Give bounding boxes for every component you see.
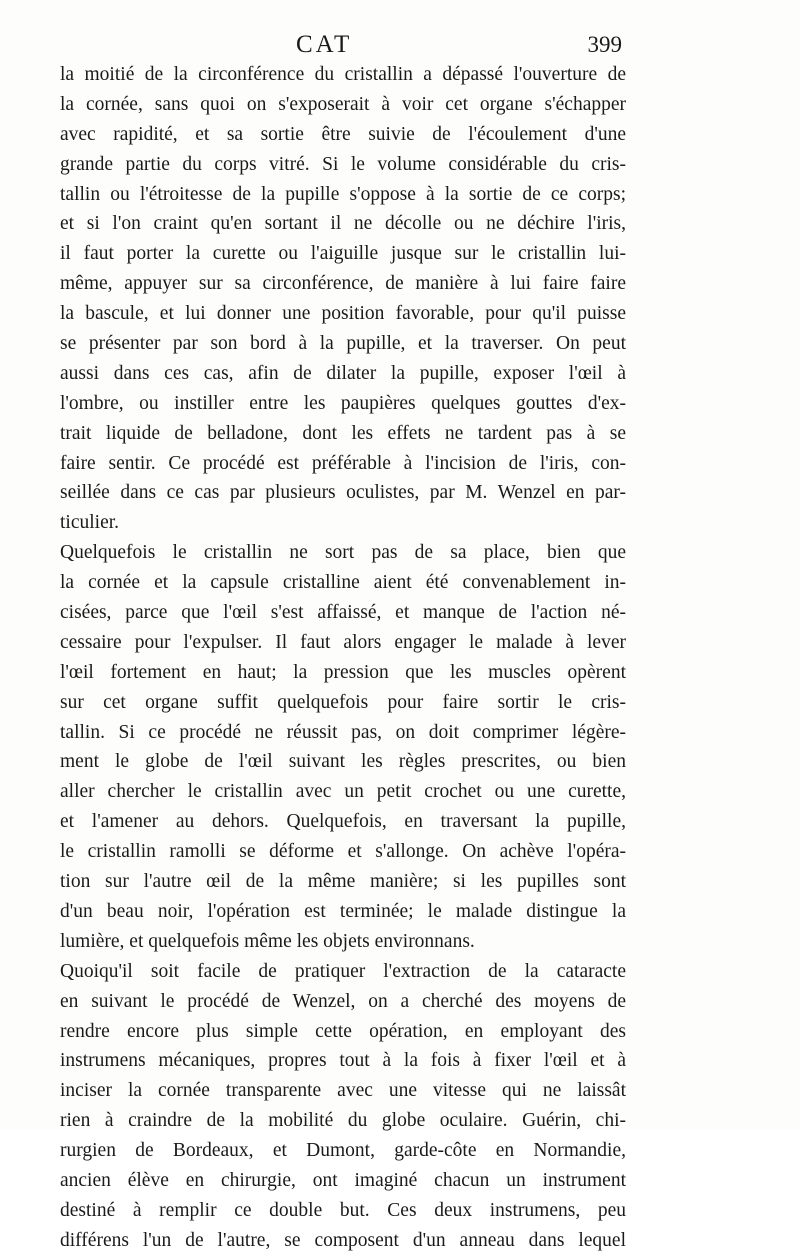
text-line: il faut porter la curette ou l'aiguille jusque sur le cristallin lui-	[60, 243, 626, 265]
text-line: rien à craindre de la mobilité du globe oculaire. Guérin, chi-	[60, 1110, 626, 1132]
text-line: instrumens mécaniques, propres tout à la fois à fixer l'œil et à	[60, 1050, 626, 1072]
text-line: avec rapidité, et sa sortie être suivie de l'écoulement d'une	[60, 123, 626, 145]
text-line: ancien élève en chirurgie, ont imaginé chacun un instrument	[60, 1169, 626, 1191]
text-line: Quoiqu'il soit facile de pratiquer l'extraction de la cataracte	[60, 960, 626, 982]
text-line: d'un beau noir, l'opération est terminée; le malade distingue la	[60, 900, 626, 922]
text-line: la moitié de la circonférence du cristallin a dépassé l'ouverture de	[60, 64, 626, 85]
page-number: 399	[587, 32, 622, 57]
text-line: et l'amener au dehors. Quelquefois, en traversant la pupille,	[60, 811, 626, 833]
text-line: l'œil fortement en haut; la pression que les muscles opèrent	[60, 661, 626, 683]
text-line: rendre encore plus simple cette opération, en employant des	[60, 1020, 626, 1042]
text-line: grande partie du corps vitré. Si le volume considérable du cris-	[60, 153, 626, 175]
text-line: aller chercher le cristallin avec un petit crochet ou une curette,	[60, 781, 626, 803]
text-line: la bascule, et lui donner une position favorable, pour qu'il puisse	[60, 303, 626, 325]
text-line: sur cet organe suffit quelquefois pour faire sortir le cris-	[60, 691, 626, 713]
text-line: tion sur l'autre œil de la même manière; si les pupilles sont	[60, 871, 626, 893]
body-text	[60, 60, 626, 1256]
text-line: le cristallin ramolli se déforme et s'allonge. On achève l'opéra-	[60, 841, 626, 863]
text-line: différens l'un de l'autre, se composent d'un anneau dans lequel	[60, 1229, 626, 1251]
text-line: se présenter par son bord à la pupille, et la traverser. On peut	[60, 333, 626, 355]
text-line: aussi dans ces cas, afin de dilater la pupille, exposer l'œil à	[60, 362, 626, 384]
text-line: ment le globe de l'œil suivant les règles prescrites, ou bien	[60, 751, 626, 773]
text-line: seillée dans ce cas par plusieurs oculistes, par M. Wenzel en par-	[60, 482, 626, 504]
text-line: la cornée, sans quoi on s'exposerait à voir cet organe s'échapper	[60, 93, 626, 115]
text-line: l'ombre, ou instiller entre les paupières quelques gouttes d'ex-	[60, 392, 626, 414]
text-line: Quelquefois le cristallin ne sort pas de sa place, bien que	[60, 542, 626, 564]
text-line: en suivant le procédé de Wenzel, on a cherché des moyens de	[60, 990, 626, 1012]
text-line: tallin. Si ce procédé ne réussit pas, on doit comprimer légère-	[60, 721, 626, 743]
text-line: tallin ou l'étroitesse de la pupille s'oppose à la sortie de ce corps;	[60, 183, 626, 205]
running-head	[0, 28, 800, 62]
running-head-title: CAT	[296, 31, 353, 58]
text-line: et si l'on craint qu'en sortant il ne décolle ou ne déchire l'iris,	[60, 213, 626, 235]
text-line: même, appuyer sur sa circonférence, de manière à lui faire faire	[60, 273, 626, 295]
text-line: lumière, et quelquefois même les objets environnans.	[60, 930, 475, 952]
text-line: destiné à remplir ce double but. Ces deux instrumens, peu	[60, 1199, 626, 1221]
text-line: ticulier.	[60, 512, 120, 534]
text-line: la cornée et la capsule cristalline aient été convenablement in-	[60, 572, 626, 594]
text-line: faire sentir. Ce procédé est préférable à l'incision de l'iris, con-	[60, 452, 626, 474]
text-line: cessaire pour l'expulser. Il faut alors engager le malade à lever	[60, 631, 626, 653]
text-line: trait liquide de belladone, dont les effets ne tardent pas à se	[60, 422, 626, 444]
text-line: inciser la cornée transparente avec une vitesse qui ne laissât	[60, 1080, 626, 1102]
text-line: cisées, parce que l'œil s'est affaissé, et manque de l'action né-	[60, 602, 626, 624]
text-line: rurgien de Bordeaux, et Dumont, garde-côte en Normandie,	[60, 1140, 626, 1162]
